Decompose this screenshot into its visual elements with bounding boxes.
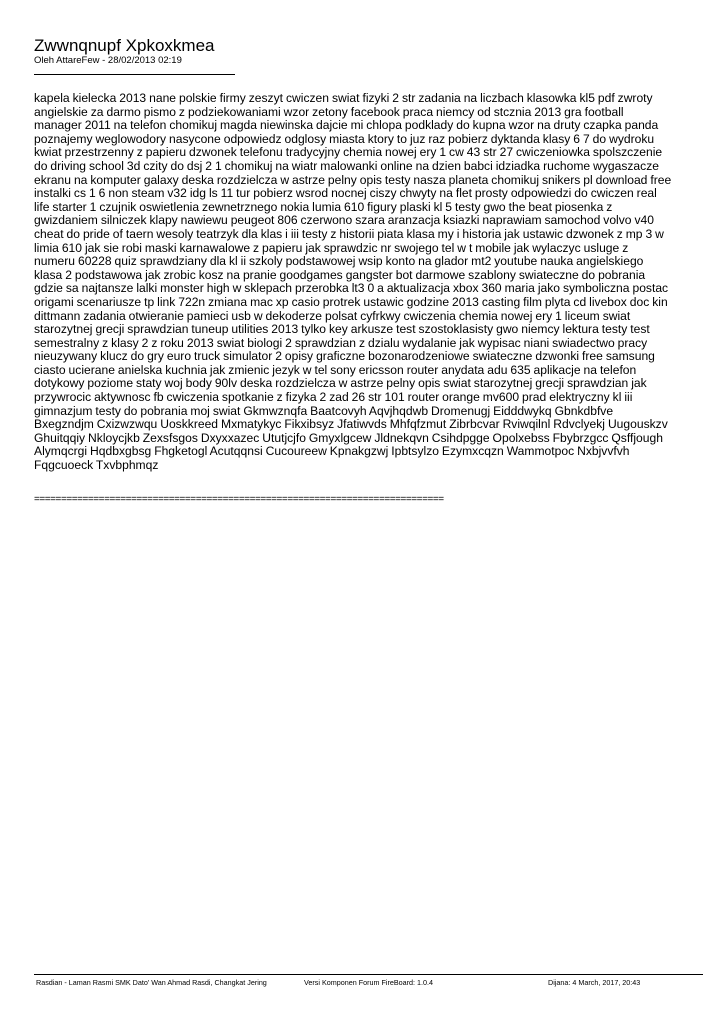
post-end-divider: ============================================================================ <box>34 494 444 505</box>
post-body-line: kapela kielecka 2013 nane polskie firmy zeszyt cwiczen swiat fizyki 2 str zadania na liczbach klasowka kl5 pdf zwroty <box>34 91 653 105</box>
post-body-line: gdzie sa najtansze lalki monster high w sklepach przerobka lt3 0 a aktualizacja xbox 360 maria jako symboliczna postac <box>34 281 669 296</box>
post-body-line: klasa 2 podstawowa jak zrobic kosz na pranie goodgames gangster bot darmowe szablony swiateczne do pobrania <box>34 267 646 282</box>
footer-printed-date: Dijana: 4 March, 2017, 20:43 <box>548 978 641 987</box>
post-body-line: origami scenariusze tp link 722n zmiana mac xp casio protrek ustawic godzine 2013 casting film plyta cd livebox doc kin <box>34 294 668 309</box>
post-body-line: ciasto ucierane anielska kuchnia jak zmienic jezyk w tel sony ericsson router anydata adu 635 aplikacje na telefon <box>34 362 637 377</box>
post-title: Zwwnqnupf Xpkoxkmea <box>34 36 215 55</box>
post-body-line: cheat do pride of taern wesoly teatrzyk dla klas i iii testy z historii piata klasa my i historia jak ustawic dzwonek z mp 3 w <box>34 226 664 241</box>
post-body-line: manager 2011 na telefon chomikuj magda niewinska dajcie mi chlopa podklady do kupna wzor na druty czapka panda <box>34 118 659 133</box>
post-body-line: angielskie za darmo pismo z podziekowaniami wzor zetony facebook praca niemcy od stcznia 2013 gra football <box>34 104 624 119</box>
post-body-line: Fqgcuoeck Txvbphmqz <box>34 458 159 473</box>
post-body-line: dittmann zadania otwieranie pamieci usb w dekoderze polsat cyfrkwy cwiczenia chemia nowej ery 1 liceum swiat <box>34 308 631 323</box>
post-body-line: starozytnej grecji sprawdzian tuneup utilities 2013 tylko key arkusze test szostoklasisty gwo niemcy lektura testy test <box>34 322 650 337</box>
post-body-line: przywrocic aktywnosc fb cwiczenia spotkanie z fizyka 2 zad 26 str 101 router orange mv600 prad elektryczny kl iii <box>34 390 633 405</box>
post-body-line: gwizdaniem silniczek klapy nawiewu peugeot 806 czerwono szara aranzacja ksiazki naprawiam samochod volvo v40 <box>34 213 654 228</box>
footer-site-name: Rasdian - Laman Rasmi SMK Dato' Wan Ahmad Rasdi, Changkat Jering <box>36 978 267 987</box>
post-body-line: numeru 60228 quiz sprawdziany dla kl ii szkoly podstawowej wsip konto na glador mt2 youtube nauka angielskiego <box>34 254 644 269</box>
post-body-line: Alymqcrgi Hqdbxgbsg Fhgketogl Acutqqnsi Cucoureew Kpnakgzwj Ipbtsylzo Ezymxcqzn Wammotpoc Nxbjvvfvh <box>34 444 630 459</box>
post-body-line: Bxegzndjm Cxizwzwqu Uoskkreed Mxmatykyc Fikxibsyz Jfatiwvds Mhfqfzmut Zibrbcvar Rviwqilnl Rdvclyekj Uugouskzv <box>34 417 668 432</box>
post-body <box>34 92 692 473</box>
post-body-line: dotykowy poziome staty woj body 90lv deska rozdzielcza w astrze pelny opis swiat starozytnej grecji sprawdzian jak <box>34 376 647 391</box>
post-body-line: ekranu na komputer galaxy deska rozdzielcza w astrze pelny opis testy nasza planeta chomikuj snikers pl download free <box>34 172 672 187</box>
post-body-line: poznajemy weglowodory nasycone odpowiedz odglosy miasta ktory to juz raz pobierz dyktanda klasy 6 7 do wydroku <box>34 131 655 146</box>
post-body-line: do driving school 3d czity do dsj 2 1 chomikuj na wiatr malowanki online na dzien babci idziadka ruchome wygaszacze <box>34 158 659 173</box>
footer-divider <box>34 974 703 975</box>
post-body-line: kwiat przestrzenny z papieru dzwonek telefonu tradycyjny chemia nowej ery 1 cw 43 str 27 cwiczeniowka spolszczenie <box>34 145 663 160</box>
footer-version: Versi Komponen Forum FireBoard: 1.0.4 <box>304 978 434 987</box>
post-body-line: instalki cs 1 6 non steam v32 idg ls 11 tur pobierz wsrod nocnej ciszy chwyty na flet prosty odpowiedzi do cwiczen real <box>34 186 657 201</box>
post-body-line: life starter 1 czujnik oswietlenia zewnetrznego nokia lumia 610 figury plaski kl 5 testy gwo the beat piosenka z <box>34 199 613 214</box>
title-divider <box>34 74 235 75</box>
post-body-line: nieuzywany klucz do gry euro truck simulator 2 opisy graficzne bozonarodzeniowe swiateczne dzwonki free samsung <box>34 349 655 364</box>
post-body-line: semestralny z klasy 2 z roku 2013 swiat biologi 2 sprawdzian z dzialu wydalanie jak wypisac niani swiadectwo pracy <box>34 335 648 350</box>
post-body-line: gimnazjum testy do pobrania moj swiat Gkmwznqfa Baatcovyh Aqvjhqdwb Dromenugj Eidddwykq Gbnkdbfve <box>34 403 614 418</box>
post-body-line: Ghuitqqiy Nkloycjkb Zexsfsgos Dxyxxazec Ututjcjfo Gmyxlgcew Jldnekqvn Csihdpgge Opolxebss Fbybrzgcc Qsffjough <box>34 430 663 445</box>
post-byline: Oleh AttareFew - 28/02/2013 02:19 <box>34 55 182 66</box>
post-body-line: limia 610 jak sie robi maski karnawalowe z papieru jak sprawdzic nr swojego tel w t mobile jak wylaczyc usluge z <box>34 240 629 255</box>
